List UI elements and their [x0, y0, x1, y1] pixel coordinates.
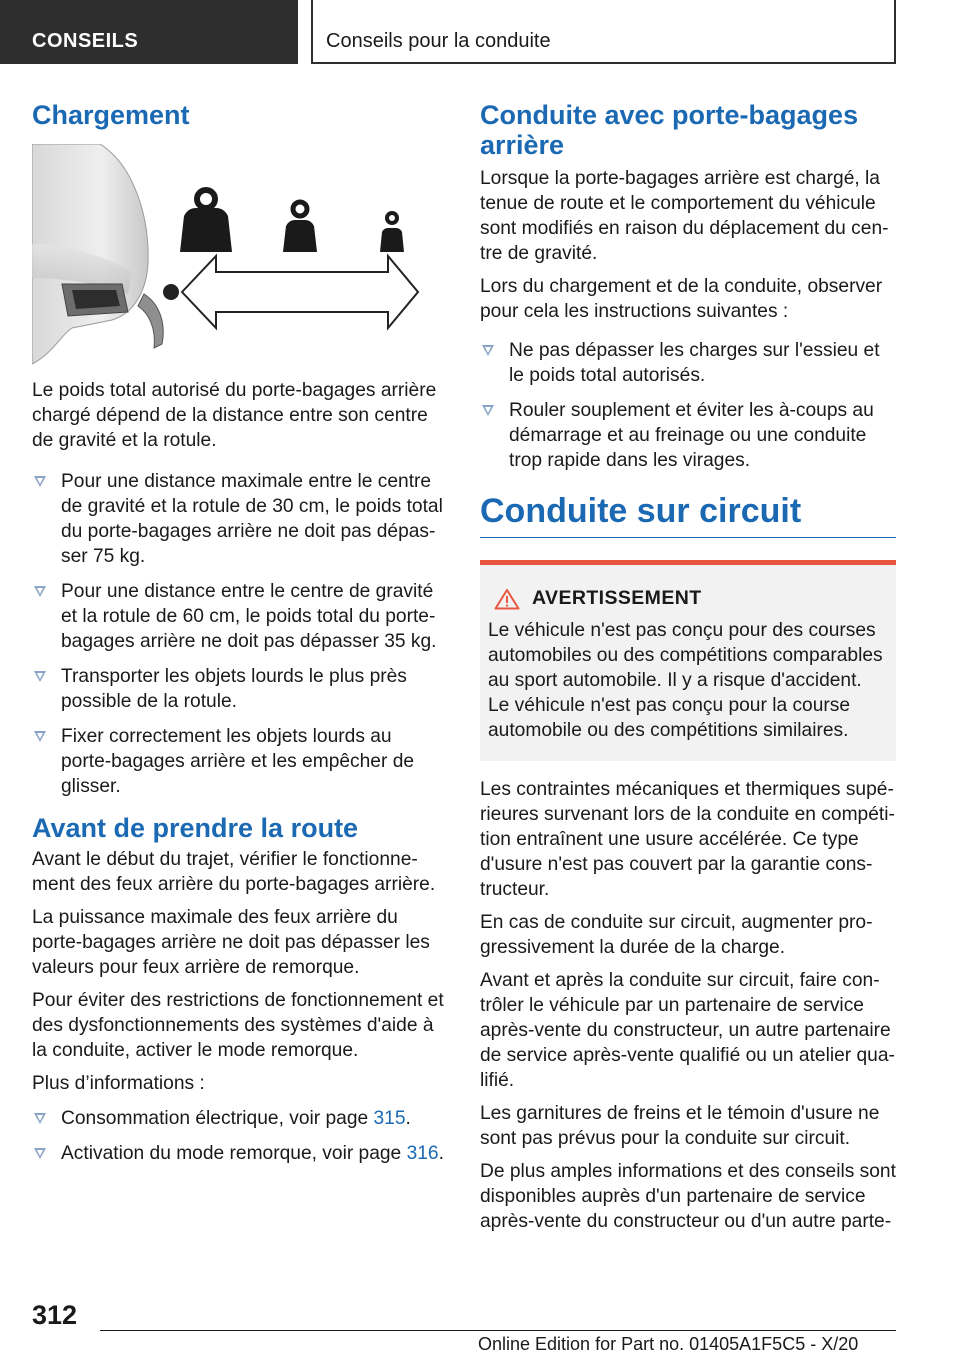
triangle-bullet-icon [34, 586, 46, 597]
porte-bagages-bullet-list [480, 338, 896, 473]
reference-list [32, 1106, 446, 1166]
triangle-bullet-icon [34, 731, 46, 742]
circuit-para-4: Les garnitures de freins et le témoin d'usure ne sont pas prévus pour la conduite sur circuit. [480, 1103, 880, 1149]
page-link-316[interactable]: 316 [406, 1143, 439, 1164]
page-number: 312 [32, 1300, 78, 1330]
avant-route-para-2: La puissance maximale des feux arrière du porte-bagages arrière ne doit pas dépasser les valeurs pour feux arrière de remorque. [32, 907, 430, 978]
circuit-para-5: De plus amples informations et des conseils sont disponibles auprès d'un partenaire de service après-vente du constructeur ou d'un autre parte- [480, 1161, 896, 1232]
circuit-para-3: Avant et après la conduite sur circuit, faire contrôler le véhicule par un partenaire de service après-vente du constructeur, un autre partenaire de service après-vente qualifié ou un atelier qualifié. [480, 970, 895, 1091]
triangle-bullet-icon [34, 1113, 46, 1124]
triangle-bullet-icon [482, 345, 494, 356]
chargement-bullet-list [32, 469, 446, 799]
header-section-tab [0, 0, 298, 64]
list-item: Pour une distance entre le centre de gravité et la rotule de 60 cm, le poids total du porte-bagages arrière ne doit pas dépasser 35 kg. [32, 579, 446, 654]
list-item: Transporter les objets lourds le plus près possible de la rotule. [32, 664, 446, 714]
header-subsection-box [311, 0, 896, 64]
warning-title-row [488, 587, 888, 610]
porte-bagages-para-2: Lors du chargement et de la conduite, observer pour cela les instructions suivantes : [480, 276, 883, 322]
list-item: Consommation électrique, voir page 315. [32, 1106, 446, 1131]
plus-info-label: Plus d’informations : [32, 1073, 205, 1094]
circuit-heading-block [480, 491, 896, 538]
avant-route-para-3: Pour éviter des restrictions de fonctionnement et des dysfonctionnements des systèmes d'aide à la conduite, activer le mode remorque. [32, 990, 444, 1061]
header-subsection-label: Conseils pour la conduite [326, 30, 551, 52]
left-column [32, 100, 446, 1176]
avant-route-heading: Avant de prendre la route [32, 813, 359, 843]
right-column [480, 100, 896, 1234]
chargement-heading: Chargement [32, 100, 190, 130]
triangle-bullet-icon [34, 476, 46, 487]
circuit-para-2: En cas de conduite sur circuit, augmenter progressivement la durée de la charge. [480, 912, 873, 958]
load-illustration-svg [32, 144, 446, 368]
porte-bagages-heading: Conduite avec porte-bagages arrière [480, 100, 859, 160]
porte-bagages-para-1: Lorsque la porte-bagages arrière est chargé, la tenue de route et le comportement du véhicule sont modifiés en raison du déplacement du centre de gravité. [480, 168, 889, 264]
warning-title: AVERTISSEMENT [532, 587, 702, 609]
avant-route-para-1: Avant le début du trajet, vérifier le fonctionnement des feux arrière du porte-bagages arrière. [32, 849, 436, 895]
footer-edition: Online Edition for Part no. 01405A1F5C5 - X/20 [478, 1334, 859, 1354]
list-item: Rouler souplement et éviter les à-coups au démarrage et au freinage ou une conduite trop rapide dans les virages. [480, 398, 896, 473]
warning-box [480, 560, 896, 761]
circuit-para-1: Les contraintes mécaniques et thermiques supérieures survenant lors de la conduite en compétition entraînent une usure accélérée. Ce type d'usure n'est pas couvert par la garantie constructeur. [480, 779, 895, 900]
chargement-intro: Le poids total autorisé du porte-bagages arrière chargé dépend de la distance entre son centre de gravité et la rotule. [32, 380, 437, 451]
list-item: Activation du mode remorque, voir page 316. [32, 1141, 446, 1166]
triangle-bullet-icon [34, 671, 46, 682]
list-item: Fixer correctement les objets lourds au porte-bagages arrière et les empêcher de glisser. [32, 724, 446, 799]
triangle-bullet-icon [482, 405, 494, 416]
circuit-heading: Conduite sur circuit [480, 492, 802, 530]
triangle-bullet-icon [34, 1148, 46, 1159]
warning-text: Le véhicule n'est pas conçu pour des courses automobiles ou des compétitions comparables au sport automobile. Il y a risque d'accident. Le véhicule n'est pas conçu pour la course automobile ou des compétitions similaires. [488, 620, 883, 741]
load-distance-illustration [32, 144, 446, 368]
list-item: Pour une distance maximale entre le centre de gravité et la rotule de 30 cm, le poids total du porte-bagages arrière ne doit pas dépasser 75 kg. [32, 469, 446, 569]
footer-divider [100, 1330, 896, 1331]
list-item: Ne pas dépasser les charges sur l'essieu et le poids total autorisés. [480, 338, 896, 388]
header-section-label: CONSEILS [32, 30, 139, 52]
warning-triangle-icon [494, 588, 520, 610]
page-link-315[interactable]: 315 [373, 1108, 406, 1129]
